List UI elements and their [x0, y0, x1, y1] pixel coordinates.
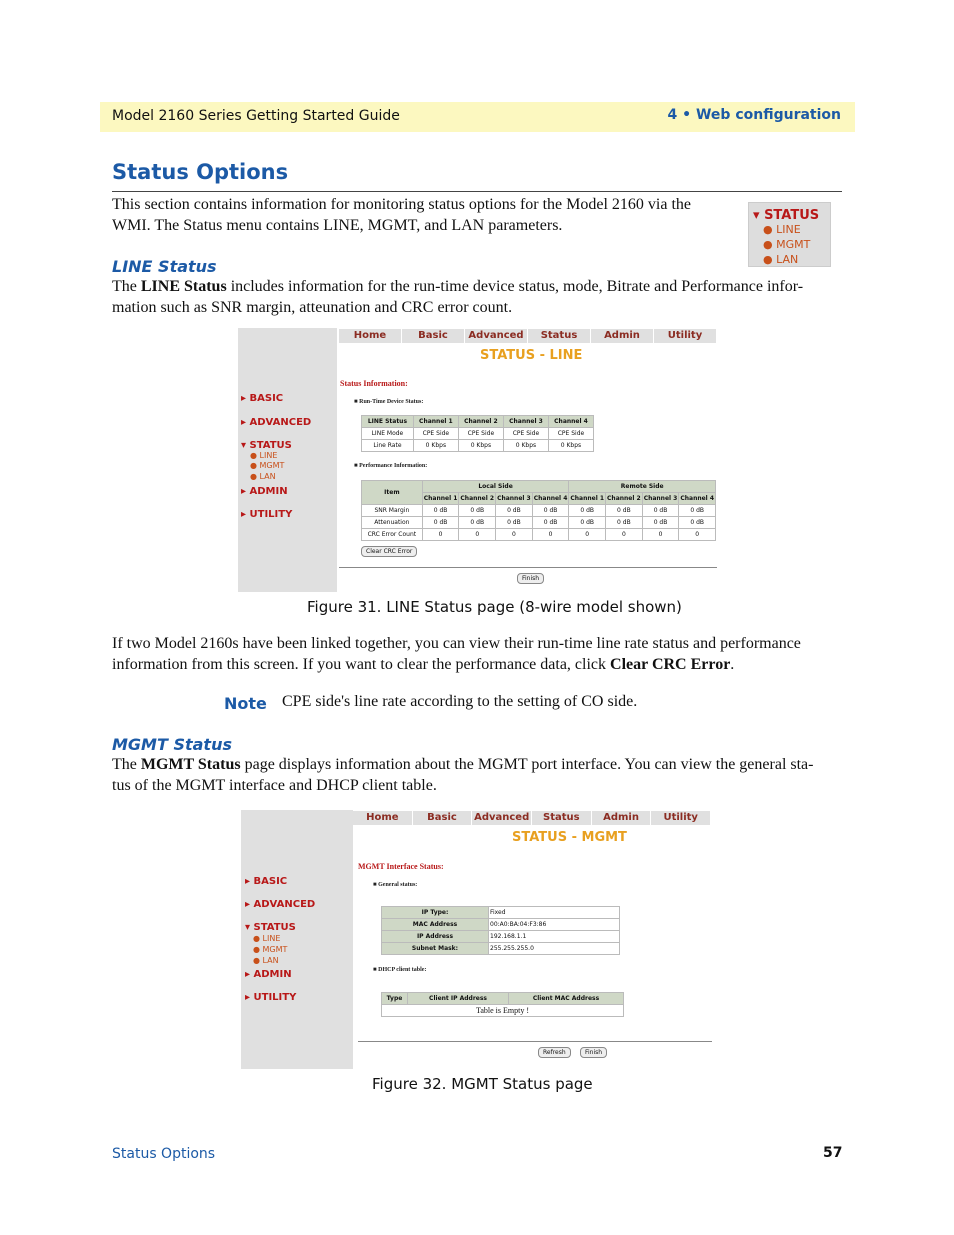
table-cell: 0 dB	[422, 505, 459, 517]
menu-thumb-item: ● MGMT	[763, 238, 811, 251]
table-cell: Channel 4	[532, 493, 569, 505]
note-text: CPE side's line rate according to the setting of CO side.	[282, 693, 638, 710]
side-admin: ▸ ADMIN	[241, 486, 288, 497]
menu-thumb-item: ● LAN	[763, 253, 799, 266]
table-cell: 0	[459, 529, 496, 541]
side-basic: ▸ BASIC	[245, 876, 288, 887]
side-status: ▾ STATUS	[245, 922, 296, 933]
side-line: ● LINE	[250, 451, 278, 460]
table-cell: CPE Side	[458, 428, 503, 440]
table-cell: 0	[532, 529, 569, 541]
table-cell: 255.255.255.0	[489, 943, 620, 955]
table-cell: Channel 2	[459, 493, 496, 505]
table-cell: 0 Kbps	[548, 440, 593, 452]
table-cell: CPE Side	[503, 428, 548, 440]
perf-label: ■ Performance Information:	[354, 463, 428, 469]
line-status-screenshot	[238, 328, 718, 592]
table-cell: 0 dB	[532, 505, 569, 517]
nav-utility: Utility	[651, 811, 711, 825]
side-utility: ▸ UTILITY	[241, 509, 293, 520]
table-cell: Client IP Address	[408, 993, 509, 1005]
table-cell: Remote Side	[569, 481, 716, 493]
figure-32-caption: Figure 32. MGMT Status page	[372, 1075, 593, 1093]
table-cell: 0 dB	[496, 505, 533, 517]
table-cell: Fixed	[489, 907, 620, 919]
table-row	[362, 517, 716, 529]
side-advanced: ▸ ADVANCED	[245, 899, 316, 910]
nav-basic: Basic	[413, 811, 473, 825]
table-cell: 0	[422, 529, 459, 541]
nav-utility: Utility	[654, 329, 717, 343]
mgmt-status-screenshot	[241, 810, 713, 1069]
table-cell: 0 dB	[569, 517, 606, 529]
table-cell: Channel 1	[422, 493, 459, 505]
nav-home: Home	[353, 811, 413, 825]
note-label: Note	[224, 694, 267, 713]
table-cell: 0 dB	[606, 517, 643, 529]
screenshot-title: STATUS - LINE	[480, 348, 583, 363]
line-status-heading: LINE Status	[112, 257, 217, 276]
table-cell: CPE Side	[548, 428, 593, 440]
table-cell: 0 Kbps	[503, 440, 548, 452]
table-cell: Channel 2	[458, 416, 503, 428]
table-cell: Channel 3	[642, 493, 679, 505]
table-cell: 0 dB	[606, 505, 643, 517]
line-status-paragraph: The LINE Status includes information for the run-time device status, mode, Bitrate and Performance infor- mation such as SNR margin, atteunation and CRC error count.	[112, 278, 804, 316]
nav-home: Home	[339, 329, 402, 343]
nav-admin: Admin	[592, 811, 652, 825]
page-number: 57	[823, 1145, 843, 1161]
intro-paragraph: This section contains information for monitoring status options for the Model 2160 via the WMI. The Status menu contains LINE, MGMT, and LAN parameters.	[112, 196, 692, 234]
screenshot-nav	[353, 811, 711, 825]
mgmt-status-paragraph: The MGMT Status page displays information about the MGMT port interface. You can view the general sta- tus of the MGMT interface and DHCP client table.	[112, 756, 814, 794]
table-cell: Attenuation	[362, 517, 423, 529]
mgmt-info-table	[381, 906, 620, 955]
table-cell: SNR Margin	[362, 505, 423, 517]
table-cell: CRC Error Count	[362, 529, 423, 541]
chapter-title: 4 • Web configuration	[667, 107, 841, 123]
side-lan: ● LAN	[253, 956, 279, 965]
table-cell: Channel 3	[496, 493, 533, 505]
table-cell: 0	[606, 529, 643, 541]
footer-section: Status Options	[112, 1146, 216, 1162]
table-cell: 0 dB	[642, 517, 679, 529]
finish-button[interactable]: Finish	[580, 1047, 607, 1058]
table-cell: IP Type:	[382, 907, 489, 919]
table-cell: MAC Address	[382, 919, 489, 931]
link-paragraph: If two Model 2160s have been linked together, you can view their run-time line rate status and performance information from this screen. If you want to clear the performance data, click Clear CRC Error.	[112, 635, 801, 673]
table-cell: Channel 4	[548, 416, 593, 428]
refresh-button[interactable]: Refresh	[538, 1047, 571, 1058]
status-menu-thumbnail	[748, 202, 831, 267]
nav-advanced: Advanced	[472, 811, 532, 825]
table-cell: 192.168.1.1	[489, 931, 620, 943]
screenshot-nav	[339, 329, 717, 343]
table-cell: CPE Side	[413, 428, 458, 440]
table-cell: 0 dB	[459, 505, 496, 517]
section-title: Status Options	[112, 160, 289, 184]
side-mgmt: ● MGMT	[250, 461, 285, 470]
table-cell: 0 Kbps	[458, 440, 503, 452]
screenshot-rule	[339, 567, 717, 568]
table-cell: Channel 3	[503, 416, 548, 428]
table-cell: 0 dB	[679, 517, 716, 529]
dhcp-label: ■ DHCP client table:	[373, 967, 427, 973]
guide-title: Model 2160 Series Getting Started Guide	[112, 108, 400, 124]
table-cell: Channel 2	[606, 493, 643, 505]
table-cell: Local Side	[422, 481, 569, 493]
table-row	[362, 505, 716, 517]
table-row	[382, 931, 620, 943]
table-row	[382, 907, 620, 919]
table-row	[382, 943, 620, 955]
table-cell: 0 Kbps	[413, 440, 458, 452]
table-cell: 0 dB	[569, 505, 606, 517]
general-status-label: ■ General status:	[373, 882, 418, 888]
table-cell: Channel 4	[679, 493, 716, 505]
nav-status: Status	[532, 811, 592, 825]
table-row	[362, 440, 594, 452]
performance-table	[361, 480, 716, 541]
mgmt-iface-label: MGMT Interface Status:	[358, 862, 444, 871]
table-cell: Line Rate	[362, 440, 414, 452]
table-cell: Channel 1	[569, 493, 606, 505]
table-cell: 0 dB	[532, 517, 569, 529]
table-cell: Type	[382, 993, 408, 1005]
table-cell: Subnet Mask:	[382, 943, 489, 955]
table-cell: Channel 1	[413, 416, 458, 428]
nav-status: Status	[528, 329, 591, 343]
side-line: ● LINE	[253, 934, 281, 943]
finish-button[interactable]: Finish	[517, 573, 544, 584]
table-cell: LINE Status	[362, 416, 414, 428]
running-header	[100, 102, 855, 132]
side-mgmt: ● MGMT	[253, 945, 288, 954]
table-row	[362, 428, 594, 440]
table-cell: Client MAC Address	[509, 993, 624, 1005]
table-cell: 0	[679, 529, 716, 541]
table-cell: 0 dB	[422, 517, 459, 529]
side-admin: ▸ ADMIN	[245, 969, 292, 980]
runtime-table	[361, 415, 594, 452]
screenshot-rule	[358, 1041, 712, 1042]
table-cell: Table is Empty !	[382, 1005, 624, 1017]
table-cell: 00:A0:BA:04:F3:86	[489, 919, 620, 931]
side-basic: ▸ BASIC	[241, 393, 284, 404]
table-cell: IP Address	[382, 931, 489, 943]
table-row	[382, 919, 620, 931]
table-cell: LINE Mode	[362, 428, 414, 440]
side-lan: ● LAN	[250, 472, 276, 481]
clear-crc-error-button[interactable]: Clear CRC Error	[361, 546, 417, 557]
side-utility: ▸ UTILITY	[245, 992, 297, 1003]
table-cell: 0	[569, 529, 606, 541]
table-cell: 0	[642, 529, 679, 541]
mgmt-status-heading: MGMT Status	[112, 735, 232, 754]
menu-thumb-title: ▾ STATUS	[753, 208, 820, 223]
nav-basic: Basic	[402, 329, 465, 343]
nav-advanced: Advanced	[465, 329, 528, 343]
section-rule	[112, 191, 842, 192]
screenshot-title: STATUS - MGMT	[512, 830, 627, 845]
table-cell: 0 dB	[642, 505, 679, 517]
table-row	[362, 529, 716, 541]
table-cell: 0	[496, 529, 533, 541]
side-status: ▾ STATUS	[241, 440, 292, 451]
nav-admin: Admin	[591, 329, 654, 343]
table-cell: Item	[362, 481, 423, 505]
table-cell: 0 dB	[496, 517, 533, 529]
table-cell: 0 dB	[459, 517, 496, 529]
runtime-label: ■ Run-Time Device Status:	[354, 399, 424, 405]
status-info-label: Status Information:	[340, 379, 408, 388]
side-advanced: ▸ ADVANCED	[241, 417, 312, 428]
figure-31-caption: Figure 31. LINE Status page (8-wire model shown)	[307, 598, 682, 616]
screenshot-sidebar	[238, 328, 337, 592]
table-cell: 0 dB	[679, 505, 716, 517]
menu-thumb-item: ● LINE	[763, 223, 801, 236]
table-row	[382, 1005, 624, 1017]
dhcp-table	[381, 992, 624, 1017]
